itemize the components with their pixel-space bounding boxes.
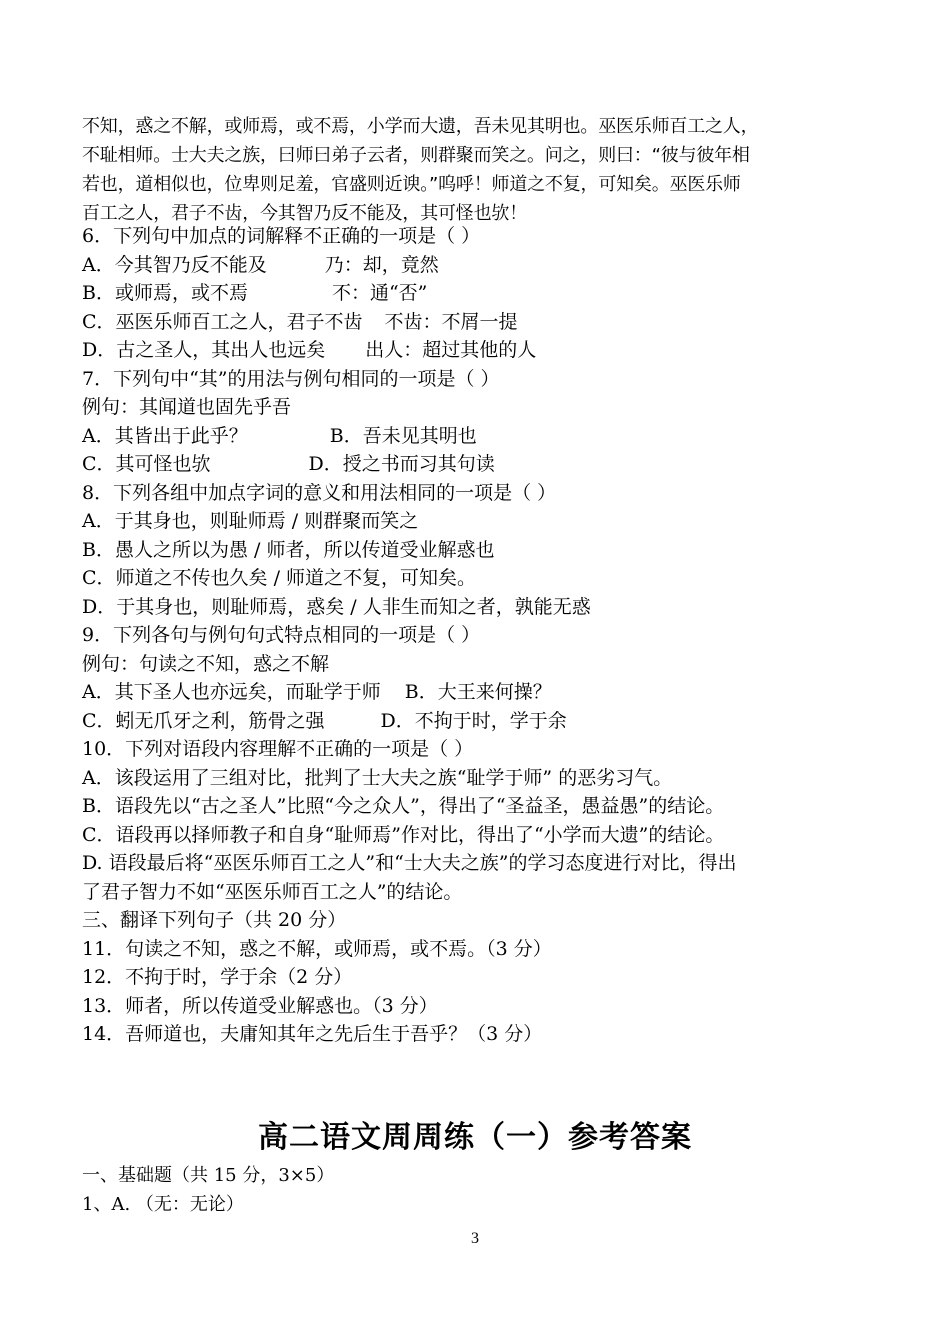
question-9-options-ab — [82, 678, 882, 707]
option-gloss: 不：通“否” — [331, 282, 428, 304]
option-d: D．不拘于时，学于余 — [380, 709, 567, 732]
option-c: C．其可怪也欤 — [82, 453, 211, 475]
question-9-options-cd — [82, 707, 882, 736]
question-10-option-c: C．语段再以择师教子和自身“耻师焉”作对比，得出了“小学而大遗”的结论。 — [82, 823, 725, 846]
question-6-option-c — [82, 308, 882, 337]
option-gloss: 不齿：不屑一提 — [384, 310, 518, 333]
question-7-stem: 7．下列句中“其”的用法与例句相同的一项是（ ） — [82, 367, 500, 390]
page-number: 3 — [471, 1230, 479, 1247]
section-3-heading: 三、翻译下列句子（共 20 分） — [82, 909, 347, 931]
passage-line: 百工之人，君子不齿，今其智乃反不能及，其可怪也欤！ — [82, 203, 527, 224]
classical-passage — [82, 112, 872, 228]
option-text: B．或师焉，或不焉 — [82, 282, 248, 304]
passage-line: 若也，道相似也，位卑则足羞，官盛则近谀。”呜呼！师道之不复，可知矣。巫医乐师 — [82, 174, 741, 195]
answer-key-title: 高二语文周周练（一）参考答案 — [258, 1120, 692, 1155]
question-8-stem: 8．下列各组中加点字词的意义和用法相同的一项是（ ） — [82, 481, 557, 504]
questions — [82, 222, 882, 1049]
question-8-option-c: C．师道之不传也久矣 / 师道之不复，可知矣。 — [82, 567, 477, 589]
question-10-option-b: B．语段先以“古之圣人”比照“今之众人”，得出了“圣益圣，愚益愚”的结论。 — [82, 795, 725, 817]
question-10-option-d-cont: 了君子智力不如“巫医乐师百工之人”的结论。 — [82, 880, 463, 903]
question-10-option-d: D. 语段最后将“巫医乐师百工之人”和“士大夫之族”的学习态度进行对比，得出 — [82, 852, 737, 874]
option-a: A．其皆出于此乎？ — [82, 424, 248, 447]
option-b: B．大王来何操？ — [404, 681, 552, 703]
question-11: 11．句读之不知，惑之不解，或师焉，或不焉。（3 分） — [82, 937, 552, 960]
passage-line: 不耻相师。士大夫之族，曰师曰弟子云者，则群聚而笑之。问之，则曰：“彼与彼年相 — [82, 145, 750, 166]
question-13: 13．师者，所以传道受业解惑也。（3 分） — [82, 994, 438, 1017]
question-7-options-cd — [82, 450, 882, 479]
option-d: D．授之书而习其句读 — [308, 453, 495, 475]
question-10-option-a: A．该段运用了三组对比，批判了士大夫之族“耻学于师” 的恶劣习气。 — [82, 766, 673, 789]
question-10-stem: 10．下列对语段内容理解不正确的一项是（ ） — [82, 738, 474, 760]
question-14: 14．吾师道也，夫庸知其年之先后生于吾乎？（3 分） — [82, 1023, 543, 1045]
option-a: A．其下圣人也亦远矣，而耻学于师 — [82, 681, 381, 703]
question-9-example: 例句：句读之不知，惑之不解 — [82, 652, 330, 675]
question-6-option-b — [82, 279, 882, 308]
question-8-option-d: D．于其身也，则耻师焉，惑矣 / 人非生而知之者，孰能无惑 — [82, 595, 591, 618]
passage-line: 不知，惑之不解，或师焉，或不焉，小学而大遗，吾未见其明也。巫医乐师百工之人， — [82, 116, 759, 137]
question-7-example: 例句：其闻道也固先乎吾 — [82, 396, 292, 418]
question-6-option-a — [82, 251, 882, 280]
answer-section-1: 一、基础题（共 15 分，3×5） — [82, 1165, 335, 1186]
answer-1: 1、A. （无：无论） — [82, 1193, 244, 1215]
option-text: C．巫医乐师百工之人，君子不齿 — [82, 310, 363, 333]
answer-key — [82, 1162, 882, 1219]
option-c: C．蚓无爪牙之利，筋骨之强 — [82, 709, 325, 732]
option-gloss: 乃：却，竟然 — [324, 253, 439, 276]
option-gloss: 出人：超过其他的人 — [365, 339, 537, 361]
question-6-stem: 6．下列句中加点的词解释不正确的一项是（ ） — [82, 225, 481, 247]
question-12: 12．不拘于时，学于余（2 分） — [82, 966, 353, 988]
question-8-option-b: B．愚人之所以为愚 / 师者，所以传道受业解惑也 — [82, 538, 495, 561]
question-8-option-a: A．于其身也，则耻师焉 / 则群聚而笑之 — [82, 510, 419, 532]
option-text: D．古之圣人，其出人也远矣 — [82, 339, 326, 361]
option-text: A．今其智乃反不能及 — [82, 253, 267, 276]
question-6-option-d — [82, 336, 882, 365]
question-9-stem: 9．下列各句与例句句式特点相同的一项是（ ） — [82, 624, 481, 646]
option-b: B．吾未见其明也 — [329, 424, 477, 447]
question-7-options-ab — [82, 422, 882, 451]
